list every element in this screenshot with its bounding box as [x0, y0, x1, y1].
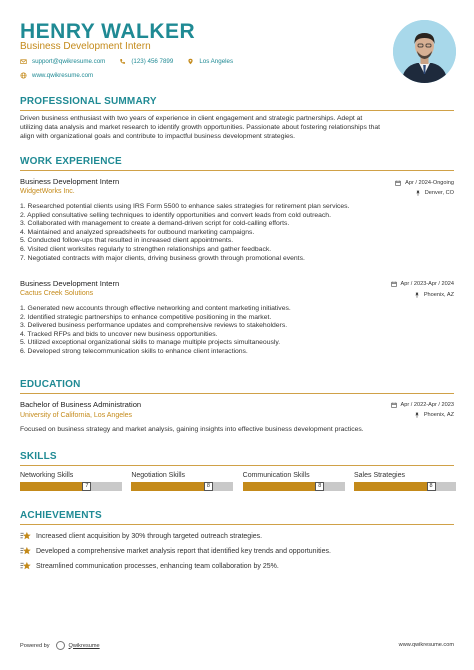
calendar-icon	[391, 281, 397, 287]
education-heading: EDUCATION	[20, 379, 81, 390]
contact-website[interactable]	[20, 72, 93, 79]
pushpin-icon	[414, 292, 420, 298]
brand-link[interactable]: Qwikresume	[68, 642, 100, 649]
job-location	[414, 292, 454, 298]
job-dates	[395, 180, 454, 186]
skill-level: 8	[204, 482, 213, 491]
achievement-item	[20, 561, 456, 571]
skill-bar-fill	[354, 482, 436, 491]
skills-list	[20, 472, 456, 491]
candidate-name: HENRY WALKER	[20, 20, 196, 43]
list-item: 1. Generated new accounts through effective networking and content marketing initiatives.	[20, 305, 291, 312]
contact-row	[20, 58, 247, 65]
education-location-text: Phoenix, AZ	[423, 412, 454, 418]
location-text: Los Angeles	[199, 58, 234, 65]
skills-divider	[20, 465, 454, 466]
list-item: 2. Applied consultative selling techniques to identify opportunities and convert leads from cold outreach.	[20, 211, 331, 219]
qwikresume-logo-icon	[56, 641, 65, 650]
email-icon	[20, 58, 27, 65]
job-title: Business Development Intern	[20, 279, 120, 288]
skill-level: 8	[315, 482, 324, 491]
list-item: 5. Conducted follow-ups that resulted in increased client appointments.	[20, 237, 234, 245]
profile-photo	[393, 20, 456, 83]
skill-name: Sales Strategies	[353, 472, 405, 479]
education-dates-text: Apr / 2022-Apr / 2023	[400, 402, 454, 408]
list-item: 6. Visited client worksites regularly to strengthen relationships and gather feedback.	[20, 245, 272, 253]
summary-line: utilizing data analysis and market research to identify growth opportunities. Passionate about fostering relationships that	[20, 124, 381, 131]
skill-level: 8	[427, 482, 436, 491]
list-item: 3. Delivered business performance updates and comprehensive reviews to stakeholders.	[20, 322, 288, 330]
skill-item	[354, 472, 456, 491]
education-dates	[391, 402, 455, 408]
job-title: Business Development Intern	[20, 177, 120, 186]
achievement-text: Developed a comprehensive market analysis report that identified key trends and opportunities.	[36, 547, 331, 555]
job-dates-text: Apr / 2024-Ongoing	[405, 180, 454, 186]
list-item: 2. Identified strategic partnerships to enhance competitive positioning in the market.	[20, 313, 272, 321]
pushpin-icon	[414, 412, 420, 418]
skill-bar-rest	[213, 482, 233, 491]
education-description: Focused on business strategy and market analysis, gaining insights into effective business development practices.	[20, 426, 364, 433]
education-divider	[20, 393, 454, 394]
achievement-text: Streamlined communication processes, enhancing team collaboration by 25%.	[36, 562, 279, 570]
list-item: 3. Collaborated with management to create a demand-driven script for cold-calling efforts.	[20, 220, 290, 228]
email-text: support@qwikresume.com	[32, 58, 106, 65]
calendar-icon	[395, 180, 401, 186]
globe-icon	[20, 72, 27, 79]
website-text: www.qwikresume.com	[32, 72, 94, 79]
skill-name: Networking Skills	[20, 472, 74, 479]
summary-heading: PROFESSIONAL SUMMARY	[20, 96, 157, 107]
skill-bar	[20, 482, 122, 491]
list-item: 4. Tracked RFPs and bids to uncover new business opportunities.	[20, 330, 218, 338]
experience-heading: WORK EXPERIENCE	[20, 156, 122, 167]
location-pin-icon	[187, 58, 194, 65]
star-icon	[20, 546, 31, 556]
achievements-divider	[20, 524, 454, 525]
achievement-item	[20, 546, 456, 556]
contact-email[interactable]	[20, 58, 105, 65]
powered-by-label: Powered by	[20, 642, 50, 649]
star-icon	[20, 561, 31, 571]
skills-heading: SKILLS	[20, 451, 57, 462]
list-item: 6. Developed strong telecommunication skills to enhance client interactions.	[20, 347, 248, 355]
summary-text	[20, 114, 456, 141]
contact-location	[187, 58, 233, 65]
avatar-illustration	[393, 20, 456, 83]
job-bullets	[20, 203, 456, 263]
skill-bar-fill	[20, 482, 91, 491]
degree-title: Bachelor of Business Administration	[20, 400, 142, 409]
skill-item	[131, 472, 233, 491]
calendar-icon	[391, 402, 397, 408]
job-location	[415, 190, 454, 196]
achievement-item	[20, 531, 456, 541]
skill-name: Communication Skills	[242, 472, 310, 479]
job-dates-text: Apr / 2023-Apr / 2024	[400, 281, 454, 287]
phone-icon	[119, 58, 126, 65]
job-company: WidgetWorks Inc.	[20, 188, 75, 195]
skill-bar	[131, 482, 233, 491]
job-bullets	[20, 305, 456, 357]
footer-powered-by	[20, 641, 100, 650]
skill-item	[20, 472, 122, 491]
list-item: 4. Maintained and analyzed spreadsheets for outbound marketing campaigns.	[20, 228, 255, 236]
phone-text: (123) 456 7899	[131, 58, 174, 65]
list-item: 5. Utilized exceptional organizational skills to manage multiple projects simultaneously.	[20, 339, 281, 347]
job-location-text: Phoenix, AZ	[423, 292, 454, 298]
skill-bar-rest	[91, 482, 122, 491]
skill-bar	[354, 482, 456, 491]
list-item: 7. Negotiated contracts with major clients, driving business growth through promotional events.	[20, 254, 305, 262]
pushpin-icon	[415, 190, 421, 196]
skill-bar	[243, 482, 345, 491]
summary-line: Driven business enthusiast with two years of experience in client engagement and strategic partnerships. Adept at	[20, 115, 363, 122]
achievements-heading: ACHIEVEMENTS	[20, 510, 102, 521]
star-icon	[20, 531, 31, 541]
contact-phone[interactable]	[119, 58, 173, 65]
skill-name: Negotiation Skills	[131, 472, 186, 479]
job-company: Cactus Creek Solutions	[20, 290, 94, 297]
skill-level: 7	[82, 482, 91, 491]
summary-divider	[20, 110, 454, 111]
job-location-text: Denver, CO	[424, 190, 454, 196]
school-name: University of California, Los Angeles	[20, 412, 133, 419]
skill-bar-rest	[324, 482, 344, 491]
experience-divider	[20, 170, 454, 171]
candidate-title: Business Development Intern	[20, 41, 151, 52]
skill-bar-fill	[243, 482, 325, 491]
website-row	[20, 72, 107, 79]
skill-bar-fill	[131, 482, 213, 491]
skill-bar-rest	[436, 482, 456, 491]
summary-line: align with organizational goals and contribute to impactful business development strategies.	[20, 133, 296, 140]
footer-url[interactable]: www.qwikresume.com	[398, 642, 454, 648]
job-dates	[391, 281, 455, 287]
skill-item	[243, 472, 345, 491]
list-item: 1. Researched potential clients using IRS Form 5500 to enhance sales strategies for retirement plan services.	[20, 203, 350, 210]
education-location	[414, 412, 454, 418]
achievement-text: Increased client acquisition by 30% through targeted outreach strategies.	[36, 532, 263, 540]
